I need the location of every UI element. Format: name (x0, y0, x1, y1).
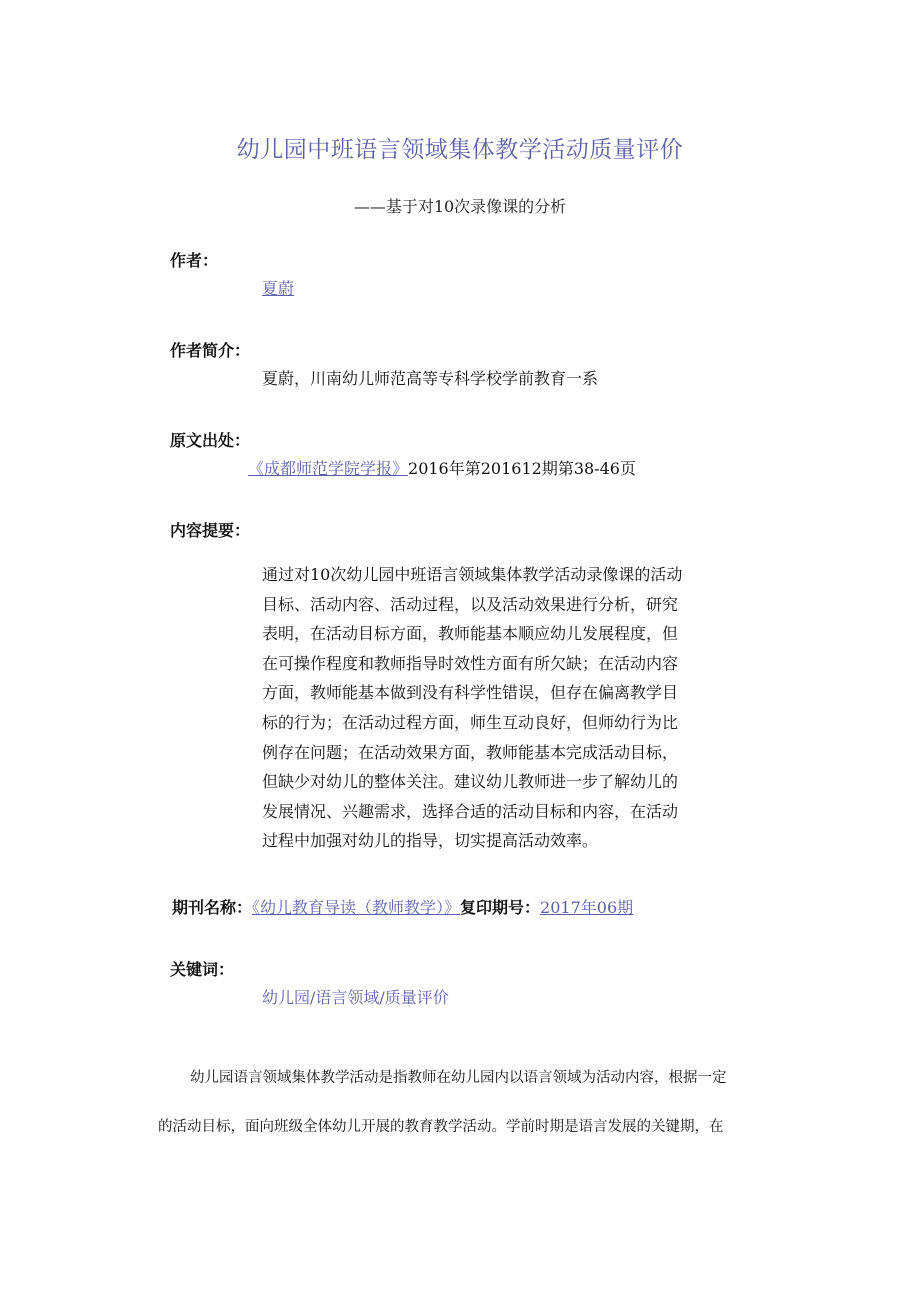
abstract-line: 但缺少对幼儿的整体关注。建议幼儿教师进一步了解幼儿的 (262, 772, 679, 792)
article-subtitle: ——基于对10次录像课的分析 (353, 197, 567, 216)
keywords-label: 关键词： (170, 960, 235, 979)
abstract-line: 表明，在活动目标方面，教师能基本顺应幼儿发展程度，但 (262, 624, 679, 644)
abstract-line: 过程中加强对幼儿的指导，切实提高活动效率。 (262, 831, 599, 851)
article-title: 幼儿园中班语言领域集体教学活动质量评价 (236, 137, 684, 163)
author-label: 作者： (170, 251, 219, 270)
journal-name-link[interactable]: 《幼儿教育导读（教师教学）》 (252, 898, 461, 917)
keywords-value: 幼儿园/语言领域/质量评价 (262, 988, 449, 1007)
source-issue-text: 2016年第201612期第38-46页 (408, 459, 636, 478)
body-paragraph-line: 的活动目标，面向班级全体幼儿开展的教育教学活动。学前时期是语言发展的关键期，在 (158, 1119, 724, 1135)
author-intro-text: 夏蔚，川南幼儿师范高等专科学校学前教育一系 (262, 369, 599, 388)
reprint-issue-link[interactable]: 2017年06期 (540, 898, 634, 917)
source-label: 原文出处： (170, 431, 251, 450)
abstract-line: 方面，教师能基本做到没有科学性错误，但存在偏离教学目 (262, 683, 679, 703)
source-line (248, 456, 636, 479)
abstract-text (262, 560, 762, 856)
journal-line (172, 895, 633, 918)
abstract-line: 通过对10次幼儿园中班语言领域集体教学活动录像课的活动 (262, 565, 683, 584)
abstract-line: 例存在问题；在活动效果方面，教师能基本完成活动目标， (262, 742, 679, 762)
reprint-label: 复印期号： (460, 898, 541, 917)
author-intro-label: 作者简介： (170, 341, 251, 360)
source-journal-link[interactable]: 《成都师范学院学报》 (248, 459, 409, 478)
abstract-line: 在可操作程度和教师指导时效性方面有所欠缺；在活动内容 (262, 653, 679, 673)
abstract-label: 内容提要： (170, 521, 251, 540)
abstract-line: 标的行为；在活动过程方面，师生互动良好，但师幼行为比 (262, 712, 679, 732)
abstract-line: 目标、活动内容、活动过程，以及活动效果进行分析，研究 (262, 594, 679, 614)
body-paragraph-line: 幼儿园语言领域集体教学活动是指教师在幼儿园内以语言领域为活动内容，根据一定 (190, 1070, 727, 1086)
author-name-link[interactable]: 夏蔚 (262, 279, 295, 298)
abstract-line: 发展情况、兴趣需求，选择合适的活动目标和内容，在活动 (262, 801, 679, 821)
journal-label: 期刊名称： (172, 898, 253, 917)
